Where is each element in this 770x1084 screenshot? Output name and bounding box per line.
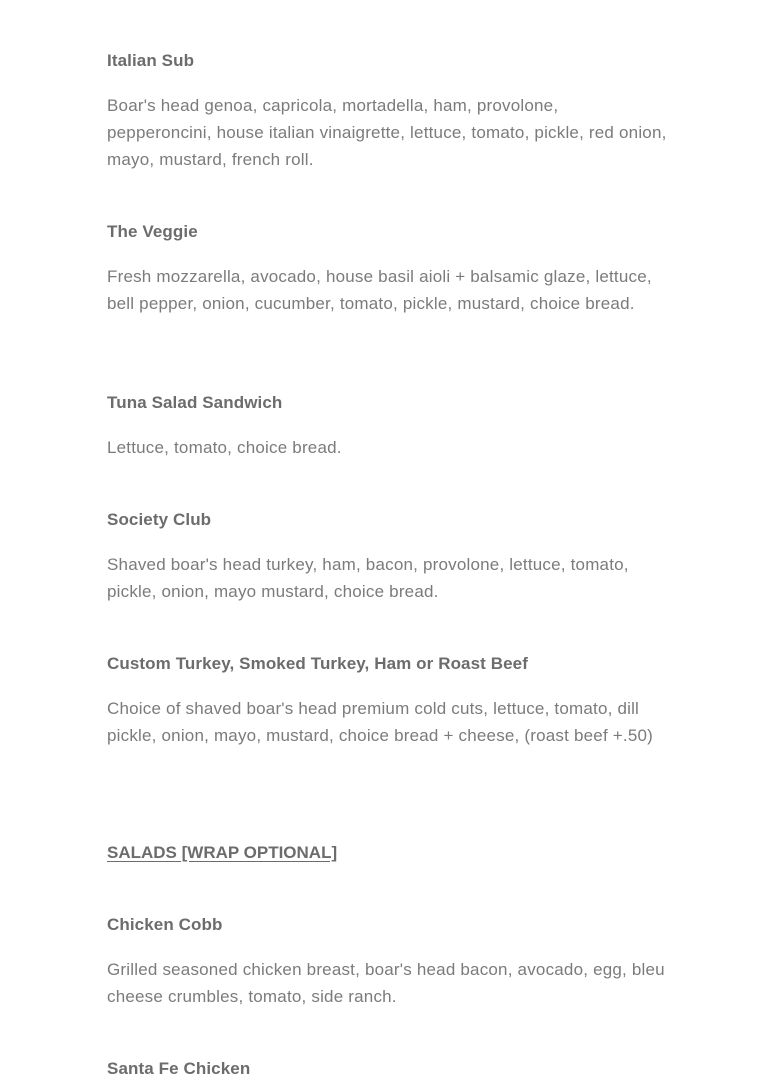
menu-item-description: Fresh mozzarella, avocado, house basil aioli + balsamic glaze, lettuce, bell pepper, onion, cucumber, tomato, pickle, mustard, choice bread.: [107, 267, 652, 313]
menu-item-title: Custom Turkey, Smoked Turkey, Ham or Roast Beef: [107, 654, 528, 673]
menu-item-description: Lettuce, tomato, choice bread.: [107, 438, 342, 457]
menu-item-description: Boar's head genoa, capricola, mortadella, ham, provolone, pepperoncini, house italian vinaigrette, lettuce, tomato, pickle, red onion, mayo, mustard, french roll.: [107, 96, 667, 169]
menu-item-title: Santa Fe Chicken: [107, 1059, 251, 1078]
menu-item-title: Italian Sub: [107, 51, 195, 70]
menu-item-title: Tuna Salad Sandwich: [107, 393, 283, 412]
menu-item-title: Chicken Cobb: [107, 915, 223, 934]
menu-item-title: Society Club: [107, 510, 212, 529]
menu-item-description: Choice of shaved boar's head premium cold cuts, lettuce, tomato, dill pickle, onion, mayo, mustard, choice bread + cheese, (roast beef +.50): [107, 699, 654, 745]
menu-item-title: The Veggie: [107, 222, 198, 241]
section-title-salads: SALADS [WRAP OPTIONAL]: [107, 843, 338, 862]
menu-item-description: Grilled seasoned chicken breast, boar's head bacon, avocado, egg, bleu cheese crumbles, tomato, side ranch.: [107, 960, 665, 1006]
menu-item-description: Shaved boar's head turkey, ham, bacon, provolone, lettuce, tomato, pickle, onion, mayo mustard, choice bread.: [107, 555, 629, 601]
